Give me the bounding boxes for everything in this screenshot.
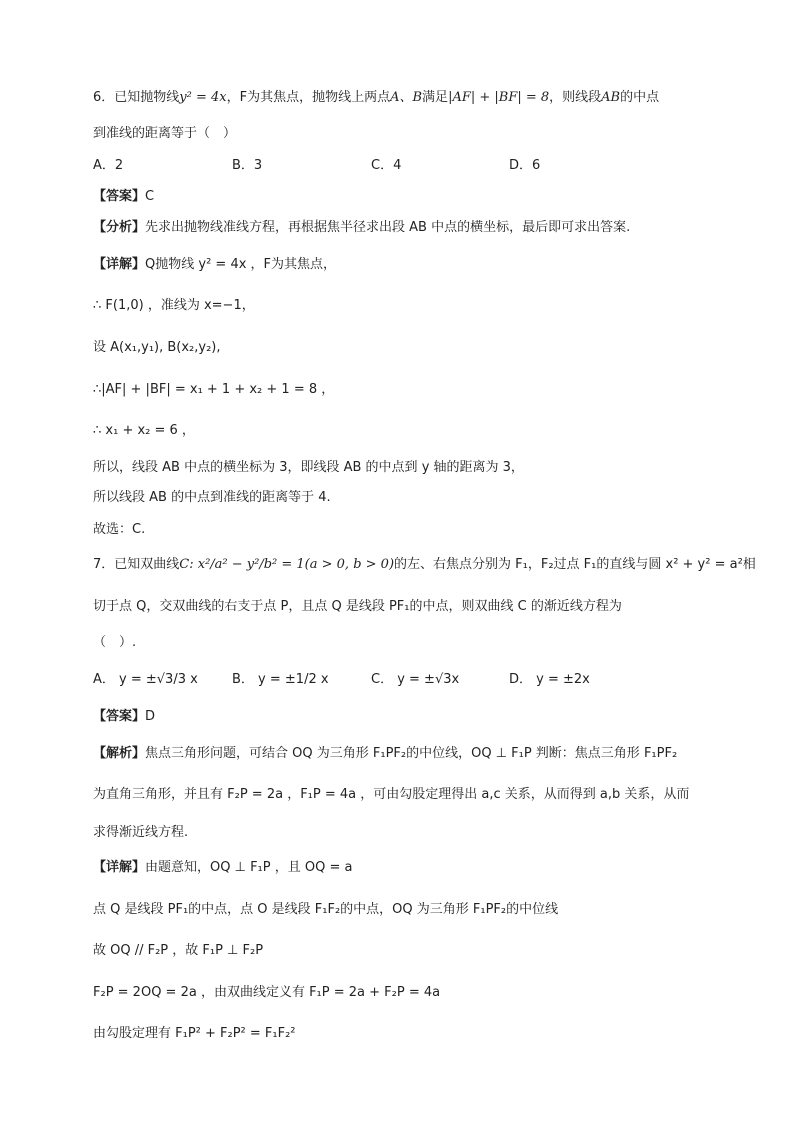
analysis-text: 焦点三角形问题，可结合 OQ 为三角形 F₁PF₂的中位线，OQ ⊥ F₁P 判断：焦点三角形 F₁PF₂ bbox=[145, 746, 678, 761]
q7-analysis-2: 为直角三角形，并且有 F₂P = 2a ，F₁P = 4a ，可由勾股定理得出 a,c 关系，从而得到 a,b 关系，从而 bbox=[93, 787, 690, 802]
q6-detail-3: 设 A(x₁,y₁), B(x₂,y₂), bbox=[93, 340, 221, 355]
q7-stem-text-b: 的左、右焦点分别为 F₁，F₂过点 F₁的直线与圆 x² + y² = a²相 bbox=[394, 557, 756, 572]
q6-stem-line2: 到准线的距离等于（ ） bbox=[93, 126, 237, 141]
detail-tag: 【详解】 bbox=[93, 257, 146, 272]
q7-option-c: C． y = ±√3x bbox=[371, 672, 460, 687]
answer-tag: 【答案】 bbox=[93, 189, 146, 204]
q6-points: A、B bbox=[390, 90, 423, 105]
q7-detail-2: 点 Q 是线段 PF₁的中点，点 O 是线段 F₁F₂的中点，OQ 为三角形 F₁PF₂的中位线 bbox=[93, 902, 559, 917]
answer-value: D bbox=[145, 709, 156, 724]
q7-answer bbox=[93, 708, 155, 726]
q6-stem-text-e: 的中点 bbox=[620, 90, 660, 105]
analysis-text: 先求出抛物线准线方程，再根据焦半径求出段 AB 中点的横坐标，最后即可求出答案. bbox=[145, 220, 631, 235]
q7-detail-4: F₂P = 2OQ = 2a ，由双曲线定义有 F₁P = 2a + F₂P = 4a bbox=[93, 985, 441, 1000]
detail-text: 由题意知，OQ ⊥ F₁P ，且 OQ = a bbox=[145, 860, 353, 875]
q6-sum-equation: |AF| + |BF| = 8 bbox=[448, 90, 550, 105]
q6-stem-text-b: ，F为其焦点，抛物线上两点 bbox=[226, 90, 391, 105]
q6-parabola-equation: y² = 4x bbox=[179, 90, 227, 105]
q6-detail-1 bbox=[93, 256, 336, 274]
q6-option-d: D．6 bbox=[509, 158, 541, 173]
q7-detail-3: 故 OQ // F₂P ，故 F₁P ⊥ F₂P bbox=[93, 943, 264, 958]
q6-stem-text-d: ，则线段 bbox=[549, 90, 602, 105]
answer-value: C bbox=[145, 189, 155, 204]
q6-stem-text: 6．已知抛物线 bbox=[93, 90, 180, 105]
q7-option-b: B． y = ±1/2 x bbox=[232, 672, 329, 687]
q7-hyperbola-equation: C: x²/a² − y²/b² = 1(a > 0, b > 0) bbox=[179, 557, 395, 572]
q7-option-a: A． y = ±√3/3 x bbox=[93, 672, 198, 687]
q6-answer bbox=[93, 188, 154, 206]
analysis-tag: 【分析】 bbox=[93, 220, 146, 235]
q7-stem-line1 bbox=[93, 556, 756, 574]
analysis-tag: 【解析】 bbox=[93, 746, 146, 761]
q6-detail-6: 所以，线段 AB 中点的横坐标为 3，即线段 AB 的中点到 y 轴的距离为 3， bbox=[93, 460, 524, 475]
q6-stem-text-c: 满足 bbox=[422, 90, 449, 105]
q7-detail-5: 由勾股定理有 F₁P² + F₂P² = F₁F₂² bbox=[93, 1026, 296, 1041]
q6-option-a: A．2 bbox=[93, 158, 124, 173]
q6-option-c: C．4 bbox=[371, 158, 402, 173]
q7-stem-line2: 切于点 Q，交双曲线的右支于点 P，且点 Q 是线段 PF₁的中点，则双曲线 C 的渐近线方程为 bbox=[93, 599, 622, 614]
q6-stem-line1 bbox=[93, 89, 659, 107]
q7-analysis-3: 求得渐近线方程. bbox=[93, 825, 189, 840]
q6-option-b: B．3 bbox=[232, 158, 263, 173]
answer-tag: 【答案】 bbox=[93, 709, 146, 724]
q7-stem-text: 7．已知双曲线 bbox=[93, 557, 180, 572]
q6-analysis bbox=[93, 219, 630, 237]
q7-analysis-1 bbox=[93, 745, 677, 763]
q7-detail-1 bbox=[93, 859, 352, 877]
q6-detail-4: ∴|AF| + |BF| = x₁ + 1 + x₂ + 1 = 8 ， bbox=[93, 382, 335, 397]
q6-detail-2: ∴ F(1,0) ，准线为 x=−1， bbox=[93, 298, 255, 313]
q6-detail-5: ∴ x₁ + x₂ = 6 ， bbox=[93, 423, 195, 438]
q7-option-d: D． y = ±2x bbox=[509, 672, 590, 687]
q7-stem-line3: （ ）. bbox=[93, 635, 137, 650]
detail-tag: 【详解】 bbox=[93, 860, 146, 875]
q6-detail-8: 故选：C. bbox=[93, 522, 146, 537]
q6-detail-7: 所以线段 AB 的中点到准线的距离等于 4. bbox=[93, 490, 331, 505]
detail-text: Q抛物线 y² = 4x ，F为其焦点， bbox=[145, 257, 337, 272]
q6-segment: AB bbox=[601, 90, 621, 105]
